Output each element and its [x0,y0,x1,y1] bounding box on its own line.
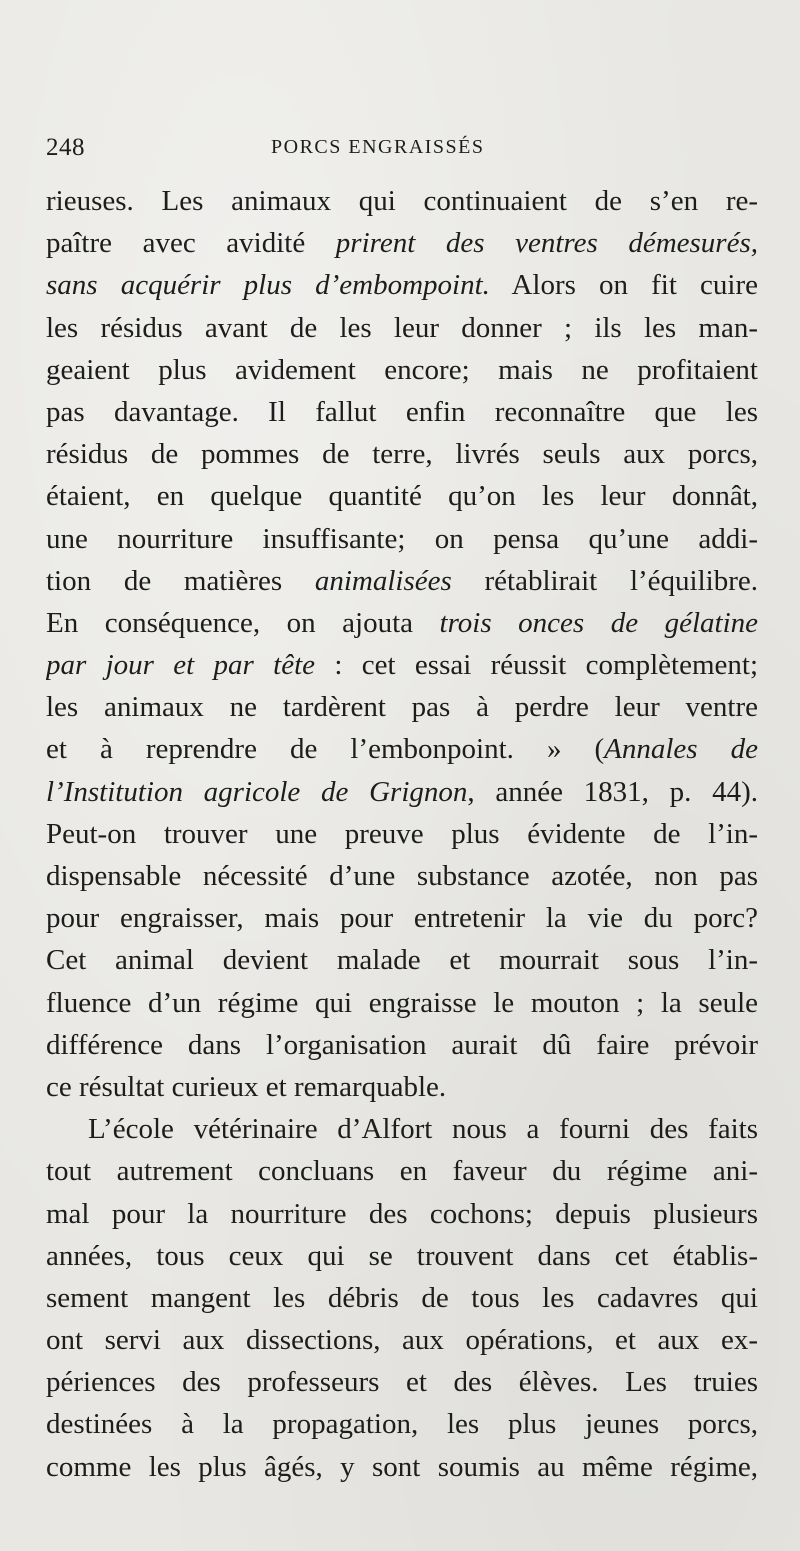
text-segment: pas davantage. Il fallut enfin reconnaître que les [46,395,758,428]
text-segment: L’école vétérinaire d’Alfort nous a fourni des faits [88,1113,758,1146]
text-segment: les animaux ne tardèrent pas à perdre leur ventre [46,691,758,724]
page-number: 248 [46,134,85,161]
italic-text: animalisées [314,564,452,597]
text-line [46,1108,758,1150]
text-line [46,897,758,939]
text-line [46,602,758,644]
text-line [46,855,758,897]
text-segment: Alors on fit cuire [489,269,758,302]
text-segment: rétablirait l’équilibre. [451,564,758,597]
text-line [46,813,758,855]
italic-text: l’Institution agricole de Grignon [46,775,468,808]
text-segment: tion de matières [46,564,315,597]
text-segment: ont servi aux dissections, aux opérations, et aux ex- [46,1324,758,1357]
text-line [46,1066,758,1108]
text-segment: pour engraisser, mais pour entretenir la vie du porc? [46,902,758,935]
text-segment: fluence d’un régime qui engraisse le mouton ; la seule [46,986,758,1019]
text-segment: différence dans l’organisation aurait dû faire prévoir [46,1028,758,1061]
text-segment: dispensable nécessité d’une substance azotée, non pas [46,860,758,892]
text-segment: années, tous ceux qui se trouvent dans cet établis- [46,1239,758,1272]
text-segment: geaient plus avidement encore; mais ne profitaient [46,353,758,386]
text-segment: tout autrement concluans en faveur du régime ani- [46,1155,758,1188]
text-line [46,180,758,222]
text-line [46,264,758,306]
text-line [46,1235,758,1277]
text-segment: et à reprendre de l’embonpoint. » ( [46,733,605,766]
italic-text: trois onces de gélatine [439,606,758,639]
body-text [46,180,758,1488]
text-segment: les résidus avant de les leur donner ; ils les man- [46,311,758,344]
text-line [46,939,758,981]
text-segment: : cet essai réussit complètement; [315,649,758,682]
text-segment: , année 1831, p. 44). [467,775,758,808]
italic-text: Annales de [604,733,758,766]
text-line [46,644,758,686]
text-line [46,1446,758,1488]
text-line [46,222,758,264]
text-line [46,728,758,770]
running-head: PORCS ENGRAISSÉS [271,136,485,158]
text-line [46,518,758,560]
text-segment: résidus de pommes de terre, livrés seuls aux porcs, [46,438,758,471]
text-line [46,475,758,517]
text-segment: Cet animal devient malade et mourrait sous l’in- [46,944,758,977]
text-line [46,1193,758,1235]
text-segment: destinées à la propagation, les plus jeunes porcs, [46,1408,758,1441]
text-segment: mal pour la nourriture des cochons; depuis plusieurs [46,1197,758,1230]
text-segment: sement mangent les débris de tous les cadavres qui [46,1281,758,1314]
text-segment: étaient, en quelque quantité qu’on les leur donnât, [46,480,758,513]
page-header [46,132,746,168]
text-segment: En conséquence, on ajouta [46,606,440,639]
text-segment: paître avec avidité [46,227,336,260]
text-line [46,686,758,728]
text-segment: Peut-on trouver une preuve plus évidente de l’in- [46,817,758,850]
text-line [46,1024,758,1066]
text-segment: rieuses. Les animaux qui continuaient de s’en re- [46,185,758,217]
text-line [46,771,758,813]
text-line [46,982,758,1024]
text-line [46,433,758,475]
text-segment: ce résultat curieux et remarquable. [46,1070,447,1103]
italic-text: sans acquérir plus d’embompoint. [46,269,490,302]
text-segment: comme les plus âgés, y sont soumis au même régime, [46,1450,758,1483]
text-segment: périences des professeurs et des élèves. Les truies [46,1366,758,1399]
text-segment: une nourriture insuffisante; on pensa qu’une addi- [46,522,758,555]
italic-text: par jour et par tête [46,649,316,682]
text-line [46,307,758,349]
text-line [46,1319,758,1361]
text-line [46,560,758,602]
text-line [46,1277,758,1319]
text-line [46,1361,758,1403]
text-line [46,391,758,433]
text-line [46,349,758,391]
text-line [46,1150,758,1192]
text-line [46,1403,758,1445]
italic-text: prirent des ventres démesurés, [335,227,758,260]
